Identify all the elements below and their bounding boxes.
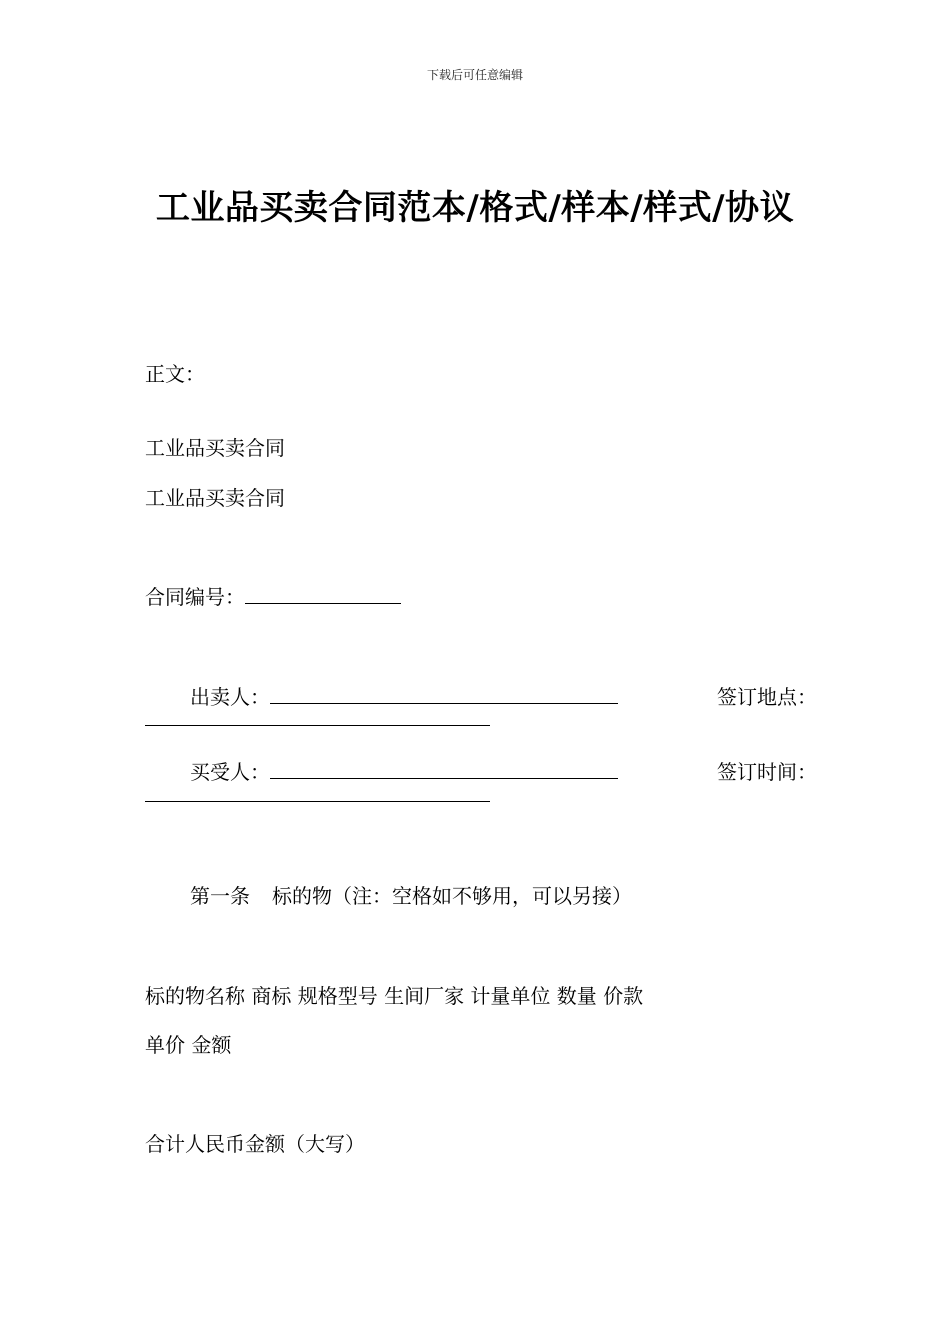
sign-time-blank[interactable] <box>145 801 490 802</box>
sign-place-label: 签订地点： <box>717 685 817 709</box>
buyer-row <box>190 756 618 785</box>
contract-number-blank[interactable] <box>245 585 401 604</box>
header-note: 下载后可任意编辑 <box>426 68 523 82</box>
sign-place-blank[interactable] <box>145 725 490 726</box>
seller-row <box>190 681 618 710</box>
contract-number-label: 合同编号： <box>145 585 245 609</box>
document-title: 工业品买卖合同范本/格式/样本/样式/协议 <box>155 188 795 228</box>
seller-label: 出卖人： <box>190 685 270 709</box>
article-1 <box>190 880 632 909</box>
columns-line-1: 标的物名称 商标 规格型号 生间厂家 计量单位 数量 价款 <box>145 984 644 1008</box>
article-1-text: 标的物（注：空格如不够用，可以另接） <box>272 884 632 908</box>
buyer-label: 买受人： <box>190 760 270 784</box>
columns-line-2: 单价 金额 <box>145 1033 232 1057</box>
sign-time-label: 签订时间： <box>717 760 817 784</box>
contract-name-line-1: 工业品买卖合同 <box>145 436 285 460</box>
body-label: 正文： <box>145 362 205 386</box>
article-1-number: 第一条 <box>190 884 250 908</box>
contract-number-row <box>145 581 401 610</box>
seller-blank[interactable] <box>270 685 618 704</box>
total-amount-label: 合计人民币金额（大写） <box>145 1132 365 1156</box>
buyer-blank[interactable] <box>270 760 618 779</box>
contract-name-line-2: 工业品买卖合同 <box>145 486 285 510</box>
